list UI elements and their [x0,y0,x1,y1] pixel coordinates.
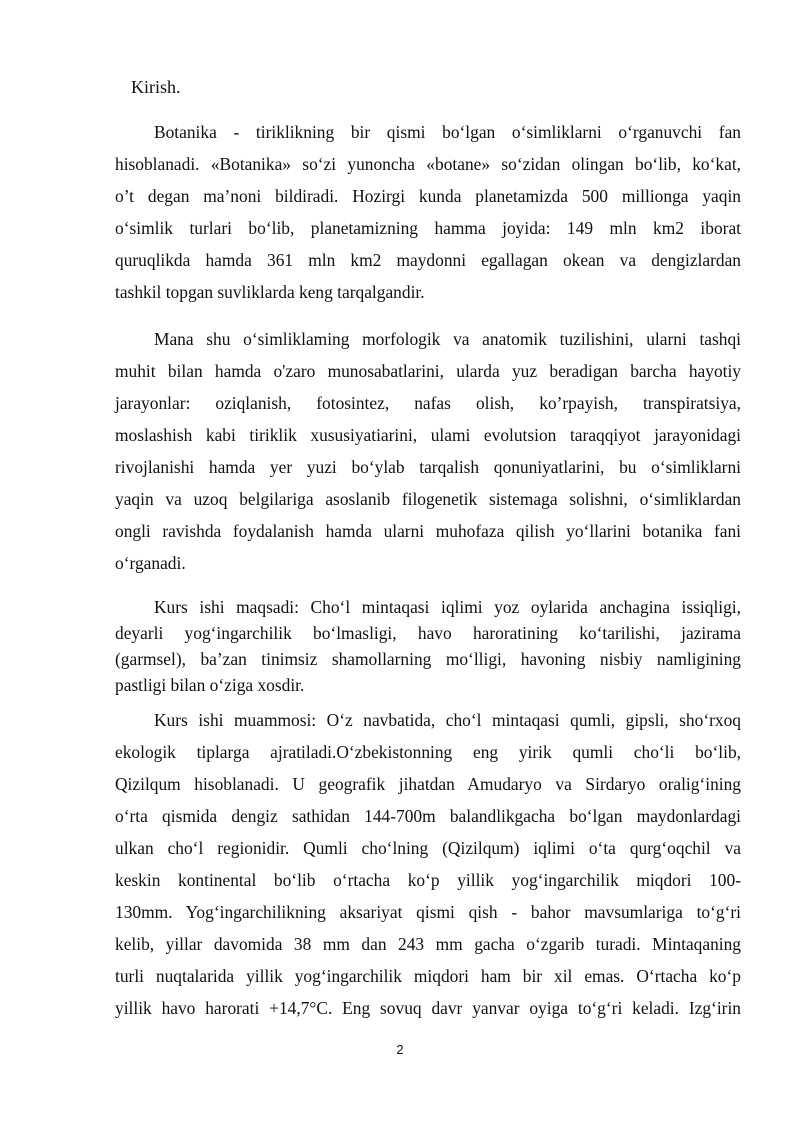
text-line: yaqin va uzoq belgilariga asoslanib filogenetik sistemaga solishni, o‘simliklardan [115,489,741,509]
text-line: rivojlanishi hamda yer yuzi bo‘ylab tarqalish qonuniyatlarini, bu o‘simliklarni [115,457,741,477]
text-line: quruqlikda hamda 361 mln km2 maydonni egallagan okean va dengizlardan [115,250,741,270]
text-line: Kurs ishi muammosi: O‘z navbatida, cho‘l mintaqasi qumli, gipsli, sho‘rxoq [154,710,741,730]
text-line: o’t degan ma’noni bildiradi. Hozirgi kunda planetamizda 500 millionga yaqin [115,186,741,206]
text-line: (garmsel), ba’zan tinimsiz shamollarning mo‘lligi, havoning nisbiy namligining [115,649,741,669]
text-line: deyarli yog‘ingarchilik bo‘lmasligi, havo haroratining ko‘tarilishi, jazirama [115,623,741,643]
text-line: Kurs ishi maqsadi: Cho‘l mintaqasi iqlimi yoz oylarida anchagina issiqligi, [154,597,741,617]
text-line: tashkil topgan suvliklarda keng tarqalgandir. [115,282,425,302]
text-line: Mana shu o‘simliklaming morfologik va anatomik tuzilishini, ularni tashqi [154,329,741,349]
text-line: turli nuqtalarida yillik yog‘ingarchilik miqdori ham bir xil emas. O‘rtacha ko‘p [115,966,741,986]
text-line: jarayonlar: oziqlanish, fotosintez, nafas olish, ko’rpayish, transpiratsiya, [115,393,741,413]
paragraph-course-goal [115,594,741,698]
text-line: muhit bilan hamda o'zaro munosabatlarini, ularda yuz beradigan barcha hayotiy [115,361,741,381]
page-number: 2 [396,1042,404,1057]
text-line: ongli ravishda foydalanish hamda ularni muhofaza qilish yo‘llarini botanika fani [115,521,741,541]
text-line: o‘simlik turlari bo‘lib, planetamizning hamma joyida: 149 mln km2 iborat [115,218,741,238]
text-line: Botanika - tiriklikning bir qismi bo‘lgan o‘simliklarni o‘rganuvchi fan [154,122,741,142]
paragraph-botanika-definition [115,116,741,308]
text-line: kelib, yillar davomida 38 mm dan 243 mm gacha o‘zgarib turadi. Mintaqaning [115,934,741,954]
text-line: yillik havo harorati +14,7°C. Eng sovuq davr yanvar oyiga to‘g‘ri keladi. Izg‘irin [115,998,741,1018]
text-line: Qizilqum hisoblanadi. U geografik jihatdan Amudaryo va Sirdaryo oralig‘ining [115,774,741,794]
paragraph-course-problem [115,704,741,1024]
text-line: moslashish kabi tiriklik xususiyatiarini, ulami evolutsion taraqqiyot jarayonidagi [115,425,741,445]
text-line: keskin kontinental bo‘lib o‘rtacha ko‘p yillik yog‘ingarchilik miqdori 100- [115,870,741,890]
text-line: o‘rganadi. [115,553,186,573]
text-line: pastligi bilan o‘ziga xosdir. [115,675,305,695]
section-heading: Kirish. [131,77,181,97]
text-line: ulkan cho‘l regionidir. Qumli cho‘lning (Qizilqum) iqlimi o‘ta qurg‘oqchil va [115,838,741,858]
paragraph-botanika-scope [115,323,741,579]
text-line: hisoblanadi. «Botanika» so‘zi yunoncha «botane» so‘zidan olingan bo‘lib, ko‘kat, [115,154,741,174]
text-line: ekologik tiplarga ajratiladi.O‘zbekistonning eng yirik qumli cho‘li bo‘lib, [115,742,741,762]
text-line: o‘rta qismida dengiz sathidan 144-700m balandlikgacha bo‘lgan maydonlardagi [115,806,741,826]
text-line: 130mm. Yog‘ingarchilikning aksariyat qismi qish - bahor mavsumlariga to‘g‘ri [115,902,741,922]
